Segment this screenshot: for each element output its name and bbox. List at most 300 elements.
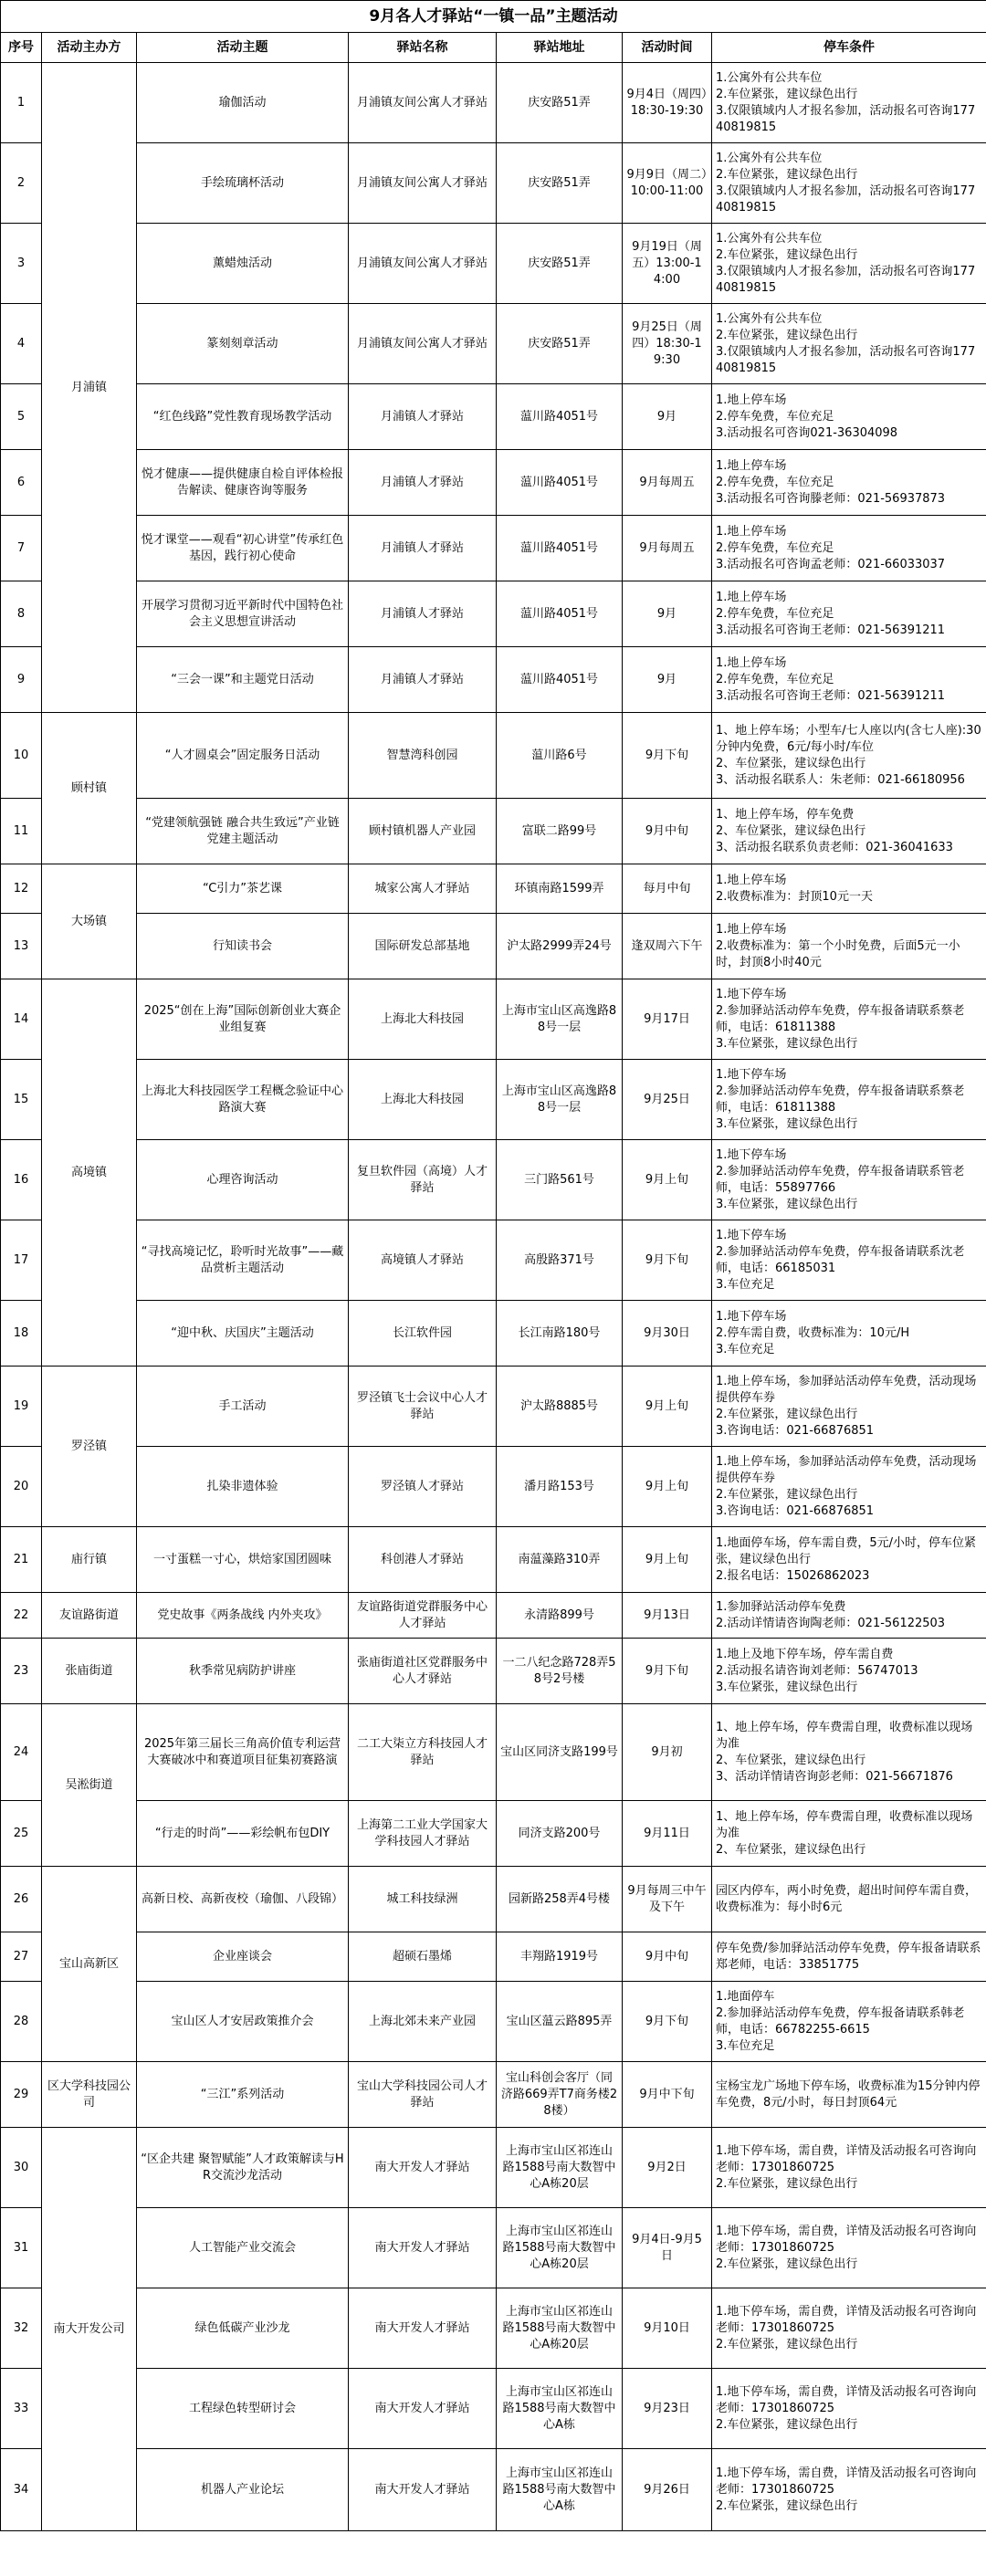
parking-line: 1.地面停车 [716, 1989, 775, 2004]
table-row [1, 914, 986, 979]
station-cell: 国际研发总部基地 [349, 914, 497, 979]
row-number: 30 [1, 2128, 42, 2208]
table-row [1, 979, 986, 1060]
parking-line: 1.地下停车场 [716, 1067, 787, 1082]
time-cell: 9月30日 [623, 1301, 712, 1367]
parking-line: 2.车位紧张，建议绿色出行 [716, 2176, 858, 2191]
table-row [1, 1527, 986, 1593]
parking-line: 1.地下停车场，需自费，详情及活动报名可咨询向老师：17301860725 [716, 2304, 977, 2335]
station-cell: 上海北大科技园 [349, 979, 497, 1060]
parking-cell [712, 2288, 986, 2369]
station-cell: 月浦镇人才驿站 [349, 450, 497, 516]
station-cell: 月浦镇人才驿站 [349, 581, 497, 647]
table-row [1, 63, 986, 143]
parking-cell [712, 914, 986, 979]
address-cell: 沪太路2999弄24号 [497, 914, 623, 979]
parking-line: 2.车位紧张，建议绿色出行 [716, 2257, 858, 2271]
header-theme: 活动主题 [137, 33, 349, 63]
organizer-cell: 庙行镇 [42, 1527, 137, 1593]
address-cell: 园新路258弄4号楼 [497, 1867, 623, 1932]
row-number: 4 [1, 304, 42, 384]
table-row [1, 713, 986, 799]
parking-line: 3.活动报名可咨询孟老师：021-66033037 [716, 557, 946, 571]
organizer-cell: 罗泾镇 [42, 1367, 137, 1527]
theme-cell: 秋季常见病防护讲座 [137, 1639, 349, 1704]
parking-cell [712, 516, 986, 581]
address-cell: 同济支路200号 [497, 1801, 623, 1867]
theme-cell: 上海北大科技园医学工程概念验证中心路演大赛 [137, 1060, 349, 1140]
parking-cell [712, 450, 986, 516]
table-row [1, 2208, 986, 2288]
theme-cell: 工程绿色转型研讨会 [137, 2369, 349, 2449]
table-row [1, 1639, 986, 1704]
row-number: 29 [1, 2062, 42, 2128]
parking-line: 2.停车免费，车位充足 [716, 672, 834, 686]
theme-cell: 薰蜡烛活动 [137, 224, 349, 304]
row-number: 21 [1, 1527, 42, 1593]
organizer-cell: 南大开发公司 [42, 2128, 137, 2531]
row-number: 10 [1, 713, 42, 799]
parking-line: 2.车位紧张，建议绿色出行 [716, 167, 858, 182]
table-row [1, 2128, 986, 2208]
table-row [1, 647, 986, 713]
table-row [1, 516, 986, 581]
organizer-cell: 区大学科技园公司 [42, 2062, 137, 2128]
address-cell: 庆安路51弄 [497, 143, 623, 224]
organizer-cell: 友谊路街道 [42, 1593, 137, 1639]
row-number: 27 [1, 1932, 42, 1982]
row-number: 3 [1, 224, 42, 304]
theme-cell: 高新日校、高新夜校（瑜伽、八段锦） [137, 1867, 349, 1932]
address-cell: 一二八纪念路728弄58号2号楼 [497, 1639, 623, 1704]
time-cell: 9月下旬 [623, 713, 712, 799]
time-cell: 9月中下旬 [623, 2062, 712, 2128]
station-cell: 南大开发人才驿站 [349, 2288, 497, 2369]
parking-line: 2.车位紧张，建议绿色出行 [716, 1487, 858, 1502]
header-row [1, 33, 986, 63]
parking-line: 1、地上停车场，停车费需自理，收费标准以现场为准 [716, 1720, 973, 1751]
time-cell: 9月 [623, 384, 712, 450]
theme-cell: 开展学习贯彻习近平新时代中国特色社会主义思想宣讲活动 [137, 581, 349, 647]
table-row [1, 143, 986, 224]
theme-cell: 人工智能产业交流会 [137, 2208, 349, 2288]
parking-cell [712, 2062, 986, 2128]
parking-cell [712, 713, 986, 799]
theme-cell: 机器人产业论坛 [137, 2449, 349, 2531]
table-row [1, 1704, 986, 1801]
table-row [1, 1301, 986, 1367]
parking-line: 3.咨询电话：021-66876851 [716, 1423, 875, 1438]
parking-line: 2.报名电话：15026862023 [716, 1568, 870, 1583]
station-cell: 长江软件园 [349, 1301, 497, 1367]
parking-cell [712, 1982, 986, 2062]
parking-cell [712, 1367, 986, 1447]
station-cell: 南大开发人才驿站 [349, 2208, 497, 2288]
parking-line: 2、车位紧张，建议绿色出行 [716, 1753, 866, 1767]
time-cell: 9月26日 [623, 2449, 712, 2531]
header-station: 驿站名称 [349, 33, 497, 63]
station-cell: 二工大柒立方科技园人才驿站 [349, 1704, 497, 1801]
row-number: 25 [1, 1801, 42, 1867]
parking-line: 3.车位充足 [716, 1277, 775, 1292]
parking-line: 3.车位充足 [716, 2038, 775, 2053]
parking-line: 1.地上停车场 [716, 393, 787, 407]
page-title: 9月各人才驿站“一镇一品”主题活动 [0, 0, 986, 32]
theme-cell: 企业座谈会 [137, 1932, 349, 1982]
header-no: 序号 [1, 33, 42, 63]
parking-cell [712, 2449, 986, 2531]
theme-cell: 一寸蛋糕一寸心，烘焙家国团圆味 [137, 1527, 349, 1593]
parking-cell [712, 979, 986, 1060]
parking-line: 3.车位充足 [716, 1342, 775, 1356]
theme-cell: “寻找高境记忆，聆听时光故事”——藏品赏析主题活动 [137, 1220, 349, 1301]
station-cell: 月浦镇友间公寓人才驿站 [349, 304, 497, 384]
organizer-cell: 宝山高新区 [42, 1867, 137, 2062]
table-row [1, 450, 986, 516]
time-cell: 9月上旬 [623, 1447, 712, 1527]
parking-line: 3.仅限镇域内人才报名参加，活动报名可咨询17740819815 [716, 264, 976, 295]
time-cell: 每月中旬 [623, 864, 712, 914]
parking-line: 1、地上停车场；小型车/七人座以内(含七人座):30 分钟内免费，6元/每小时/车位 [716, 723, 981, 754]
parking-line: 1.地上停车场 [716, 524, 787, 539]
address-cell: 上海市宝山区高逸路88号一层 [497, 979, 623, 1060]
organizer-cell: 高境镇 [42, 979, 137, 1367]
parking-cell [712, 143, 986, 224]
parking-line: 1.地上停车场 [716, 922, 787, 937]
parking-cell [712, 1301, 986, 1367]
station-cell: 城工科技绿洲 [349, 1867, 497, 1932]
parking-cell [712, 1140, 986, 1220]
station-cell: 智慧湾科创园 [349, 713, 497, 799]
time-cell: 9月25日（周四）18:30-19:30 [623, 304, 712, 384]
station-cell: 上海北郊未来产业园 [349, 1982, 497, 2062]
parking-line: 1、地上停车场，停车费需自理，收费标准以现场为准 [716, 1809, 973, 1840]
time-cell: 9月19日（周五）13:00-14:00 [623, 224, 712, 304]
row-number: 33 [1, 2369, 42, 2449]
parking-cell [712, 581, 986, 647]
parking-line: 2.停车免费，车位充足 [716, 475, 834, 489]
parking-cell [712, 1704, 986, 1801]
time-cell: 9月每周三中午及下午 [623, 1867, 712, 1932]
parking-line: 3、活动报名联系人：朱老师：021-66180956 [716, 772, 965, 787]
address-cell: 长江南路180号 [497, 1301, 623, 1367]
station-cell: 宝山大学科技园公司人才驿站 [349, 2062, 497, 2128]
theme-cell: “三江”系列活动 [137, 2062, 349, 2128]
station-cell: 罗泾镇飞士会议中心人才驿站 [349, 1367, 497, 1447]
time-cell: 9月10日 [623, 2288, 712, 2369]
theme-cell: “人才圆桌会”固定服务日活动 [137, 713, 349, 799]
theme-cell: “区企共建 聚智赋能”人才政策解读与HR交流沙龙活动 [137, 2128, 349, 2208]
parking-line: 2.参加驿站活动停车免费，停车报备请联系蔡老师，电话：61811388 [716, 1003, 965, 1034]
parking-line: 园区内停车，两小时免费，超出时间停车需自费，收费标准为：每小时6元 [716, 1883, 978, 1914]
table-row [1, 2062, 986, 2128]
organizer-cell: 月浦镇 [42, 63, 137, 713]
parking-line: 停车免费/参加驿站活动停车免费，停车报备请联系郑老师，电话：33851775 [716, 1941, 981, 1972]
station-cell: 月浦镇人才驿站 [349, 384, 497, 450]
row-number: 11 [1, 799, 42, 864]
table-row [1, 304, 986, 384]
parking-line: 1.地上停车场 [716, 655, 787, 670]
parking-line: 1.地下停车场 [716, 1147, 787, 1162]
table-row [1, 224, 986, 304]
address-cell: 蕰川路6号 [497, 713, 623, 799]
time-cell: 9月11日 [623, 1801, 712, 1867]
row-number: 5 [1, 384, 42, 450]
address-cell: 蕰川路4051号 [497, 516, 623, 581]
parking-line: 3.活动报名可咨询王老师：021-56391211 [716, 623, 946, 637]
table-row [1, 1593, 986, 1639]
time-cell: 9月每周五 [623, 516, 712, 581]
row-number: 15 [1, 1060, 42, 1140]
address-cell: 上海市宝山区高逸路88号一层 [497, 1060, 623, 1140]
parking-line: 2.参加驿站活动停车免费，停车报备请联系沈老师，电话：66185031 [716, 1244, 965, 1275]
table-row [1, 2288, 986, 2369]
table-row [1, 1801, 986, 1867]
parking-line: 2.停车免费，车位充足 [716, 540, 834, 555]
table-body [1, 63, 986, 2531]
theme-cell: “红色线路”党性教育现场教学活动 [137, 384, 349, 450]
row-number: 28 [1, 1982, 42, 2062]
parking-line: 3.仅限镇域内人才报名参加，活动报名可咨询17740819815 [716, 103, 976, 134]
parking-cell [712, 1527, 986, 1593]
parking-cell [712, 1932, 986, 1982]
parking-line: 1.地上停车场，参加驿站活动停车免费，活动现场提供停车券 [716, 1374, 977, 1405]
table-row [1, 799, 986, 864]
row-number: 20 [1, 1447, 42, 1527]
parking-cell [712, 1447, 986, 1527]
organizer-cell: 张庙街道 [42, 1639, 137, 1704]
parking-line: 1.地下停车场 [716, 1309, 787, 1324]
address-cell: 丰翔路1919号 [497, 1932, 623, 1982]
parking-line: 2.车位紧张，建议绿色出行 [716, 1407, 858, 1421]
parking-line: 3、活动详情请咨询彭老师：021-56671876 [716, 1769, 953, 1784]
row-number: 32 [1, 2288, 42, 2369]
theme-cell: 心理咨询活动 [137, 1140, 349, 1220]
parking-cell [712, 384, 986, 450]
row-number: 34 [1, 2449, 42, 2531]
time-cell: 9月初 [623, 1704, 712, 1801]
parking-cell [712, 2369, 986, 2449]
station-cell: 月浦镇友间公寓人才驿站 [349, 143, 497, 224]
row-number: 6 [1, 450, 42, 516]
parking-cell [712, 304, 986, 384]
time-cell: 9月4日（周四）18:30-19:30 [623, 63, 712, 143]
parking-line: 1.地下停车场，需自费，详情及活动报名可咨询向老师：17301860725 [716, 2384, 977, 2415]
theme-cell: 瑜伽活动 [137, 63, 349, 143]
station-cell: 高境镇人才驿站 [349, 1220, 497, 1301]
table-row [1, 1932, 986, 1982]
parking-line: 1.地下停车场 [716, 1228, 787, 1242]
theme-cell: “迎中秋、庆国庆”主题活动 [137, 1301, 349, 1367]
parking-line: 1.地下停车场，需自费，详情及活动报名可咨询向老师：17301860725 [716, 2224, 977, 2255]
parking-line: 1.地下停车场，需自费，详情及活动报名可咨询向老师：17301860725 [716, 2466, 977, 2497]
row-number: 23 [1, 1639, 42, 1704]
table-row [1, 2369, 986, 2449]
parking-line: 1.地下停车场，需自费，详情及活动报名可咨询向老师：17301860725 [716, 2143, 977, 2174]
parking-line: 2.车位紧张，建议绿色出行 [716, 247, 858, 262]
parking-line: 2.收费标准为：第一个小时免费，后面5元一小时，封顶8小时40元 [716, 938, 960, 969]
theme-cell: 2025“创在上海”国际创新创业大赛企业组复赛 [137, 979, 349, 1060]
parking-line: 2.收费标准为：封顶10元一天 [716, 889, 873, 904]
table-row [1, 1140, 986, 1220]
table-row [1, 2449, 986, 2531]
time-cell: 9月下旬 [623, 1220, 712, 1301]
time-cell: 9月 [623, 581, 712, 647]
parking-line: 2.活动报名请咨询刘老师：56747013 [716, 1663, 918, 1678]
address-cell: 上海市宝山区祁连山路1588号南大数智中心A栋20层 [497, 2128, 623, 2208]
time-cell: 9月25日 [623, 1060, 712, 1140]
row-number: 13 [1, 914, 42, 979]
header-organizer: 活动主办方 [42, 33, 137, 63]
row-number: 14 [1, 979, 42, 1060]
time-cell: 9月中旬 [623, 1932, 712, 1982]
parking-line: 2、车位紧张，建议绿色出行 [716, 823, 866, 838]
address-cell: 宝山科创会客厅（同济路669弄T7商务楼28楼） [497, 2062, 623, 2128]
parking-cell [712, 2128, 986, 2208]
organizer-cell: 大场镇 [42, 864, 137, 979]
time-cell: 9月上旬 [623, 1140, 712, 1220]
parking-line: 2.停车免费，车位充足 [716, 606, 834, 621]
parking-line: 3.车位紧张，建议绿色出行 [716, 1197, 858, 1211]
station-cell: 上海第二工业大学国家大学科技园人才驿站 [349, 1801, 497, 1867]
table-row [1, 1867, 986, 1932]
station-cell: 南大开发人才驿站 [349, 2369, 497, 2449]
station-cell: 南大开发人才驿站 [349, 2128, 497, 2208]
station-cell: 复旦软件园（高境）人才驿站 [349, 1140, 497, 1220]
theme-cell: 行知读书会 [137, 914, 349, 979]
address-cell: 宝山区同济支路199号 [497, 1704, 623, 1801]
parking-line: 2.停车免费，车位充足 [716, 409, 834, 424]
parking-line: 3.咨询电话：021-66876851 [716, 1503, 875, 1518]
theme-cell: 宝山区人才安居政策推介会 [137, 1982, 349, 2062]
station-cell: 月浦镇友间公寓人才驿站 [349, 63, 497, 143]
theme-cell: 篆刻刻章活动 [137, 304, 349, 384]
parking-line: 宝杨宝龙广场地下停车场，收费标准为15分钟内停车免费，8元/小时，每日封顶64元 [716, 2079, 981, 2110]
parking-line: 2.参加驿站活动停车免费，停车报备请联系韩老师，电话：66782255-6615 [716, 2005, 965, 2037]
organizer-cell: 吴淞街道 [42, 1704, 137, 1867]
parking-cell [712, 1639, 986, 1704]
address-cell: 南蕰藻路310弄 [497, 1527, 623, 1593]
organizer-cell: 顾村镇 [42, 713, 137, 864]
station-cell: 上海北大科技园 [349, 1060, 497, 1140]
station-cell: 科创港人才驿站 [349, 1527, 497, 1593]
parking-line: 1.地上停车场 [716, 458, 787, 473]
theme-cell: 悦才课堂——观看“初心讲堂”传承红色基因，践行初心使命 [137, 516, 349, 581]
time-cell: 9月上旬 [623, 1367, 712, 1447]
address-cell: 蕰川路4051号 [497, 450, 623, 516]
row-number: 19 [1, 1367, 42, 1447]
station-cell: 张庙街道社区党群服务中心人才驿站 [349, 1639, 497, 1704]
station-cell: 超硕石墨烯 [349, 1932, 497, 1982]
theme-cell: 绿色低碳产业沙龙 [137, 2288, 349, 2369]
address-cell: 蕰川路4051号 [497, 647, 623, 713]
time-cell: 9月4日-9月5日 [623, 2208, 712, 2288]
address-cell: 潘月路153号 [497, 1447, 623, 1527]
address-cell: 上海市宝山区祁连山路1588号南大数智中心A栋20层 [497, 2288, 623, 2369]
parking-line: 2.车位紧张，建议绿色出行 [716, 2498, 858, 2513]
parking-cell [712, 1867, 986, 1932]
parking-line: 3、活动报名联系负责老师：021-36041633 [716, 840, 953, 854]
parking-cell [712, 799, 986, 864]
theme-cell: “C引力”茶艺课 [137, 864, 349, 914]
theme-cell: “党建领航强链 融合共生致远”产业链党建主题活动 [137, 799, 349, 864]
time-cell: 逢双周六下午 [623, 914, 712, 979]
time-cell: 9月2日 [623, 2128, 712, 2208]
row-number: 12 [1, 864, 42, 914]
table-row [1, 1367, 986, 1447]
address-cell: 蕰川路4051号 [497, 581, 623, 647]
table-row [1, 1060, 986, 1140]
parking-cell [712, 647, 986, 713]
theme-cell: “三会一课”和主题党日活动 [137, 647, 349, 713]
parking-line: 2、车位紧张，建议绿色出行 [716, 756, 866, 770]
parking-line: 2.车位紧张，建议绿色出行 [716, 328, 858, 342]
row-number: 18 [1, 1301, 42, 1367]
row-number: 26 [1, 1867, 42, 1932]
time-cell: 9月每周五 [623, 450, 712, 516]
theme-cell: 悦才健康——提供健康自检自评体检报告解读、健康咨询等服务 [137, 450, 349, 516]
row-number: 17 [1, 1220, 42, 1301]
time-cell: 9月下旬 [623, 1639, 712, 1704]
theme-cell: “行走的时尚”——彩绘帆布包DIY [137, 1801, 349, 1867]
parking-line: 1.参加驿站活动停车免费 [716, 1599, 846, 1614]
parking-line: 1、地上停车场，停车免费 [716, 807, 855, 822]
row-number: 16 [1, 1140, 42, 1220]
parking-line: 2.停车需自费，收费标准为：10元/H [716, 1325, 910, 1340]
table-row [1, 581, 986, 647]
parking-line: 1.地上停车场，参加驿站活动停车免费，活动现场提供停车券 [716, 1454, 977, 1485]
address-cell: 富联二路99号 [497, 799, 623, 864]
parking-line: 3.仅限镇域内人才报名参加，活动报名可咨询17740819815 [716, 344, 976, 375]
address-cell: 上海市宝山区祁连山路1588号南大数智中心A栋 [497, 2449, 623, 2531]
time-cell: 9月中旬 [623, 799, 712, 864]
address-cell: 庆安路51弄 [497, 63, 623, 143]
theme-cell: 扎染非遗体验 [137, 1447, 349, 1527]
station-cell: 罗泾镇人才驿站 [349, 1447, 497, 1527]
parking-cell [712, 224, 986, 304]
header-time: 活动时间 [623, 33, 712, 63]
parking-cell [712, 1220, 986, 1301]
parking-line: 2.车位紧张，建议绿色出行 [716, 2337, 858, 2351]
row-number: 24 [1, 1704, 42, 1801]
address-cell: 高殷路371号 [497, 1220, 623, 1301]
parking-line: 2.活动详情请咨询陶老师：021-56122503 [716, 1616, 946, 1630]
header-address: 驿站地址 [497, 33, 623, 63]
address-cell: 上海市宝山区祁连山路1588号南大数智中心A栋 [497, 2369, 623, 2449]
parking-cell [712, 63, 986, 143]
parking-line: 2、车位紧张，建议绿色出行 [716, 1842, 866, 1857]
parking-line: 3.车位紧张，建议绿色出行 [716, 1680, 858, 1694]
parking-line: 2.参加驿站活动停车免费，停车报备请联系蔡老师，电话：61811388 [716, 1084, 965, 1115]
row-number: 8 [1, 581, 42, 647]
theme-cell: 手工活动 [137, 1367, 349, 1447]
row-number: 9 [1, 647, 42, 713]
table-row [1, 1220, 986, 1301]
table-row [1, 1982, 986, 2062]
parking-line: 3.车位紧张，建议绿色出行 [716, 1116, 858, 1131]
parking-line: 1.公寓外有公共车位 [716, 311, 823, 326]
parking-line: 3.活动报名可咨询王老师：021-56391211 [716, 688, 946, 703]
address-cell: 沪太路8885号 [497, 1367, 623, 1447]
station-cell: 南大开发人才驿站 [349, 2449, 497, 2531]
table-row [1, 1447, 986, 1527]
parking-line: 1.公寓外有公共车位 [716, 70, 823, 85]
address-cell: 庆安路51弄 [497, 224, 623, 304]
address-cell: 蕰川路4051号 [497, 384, 623, 450]
row-number: 22 [1, 1593, 42, 1639]
address-cell: 永清路899号 [497, 1593, 623, 1639]
row-number: 31 [1, 2208, 42, 2288]
